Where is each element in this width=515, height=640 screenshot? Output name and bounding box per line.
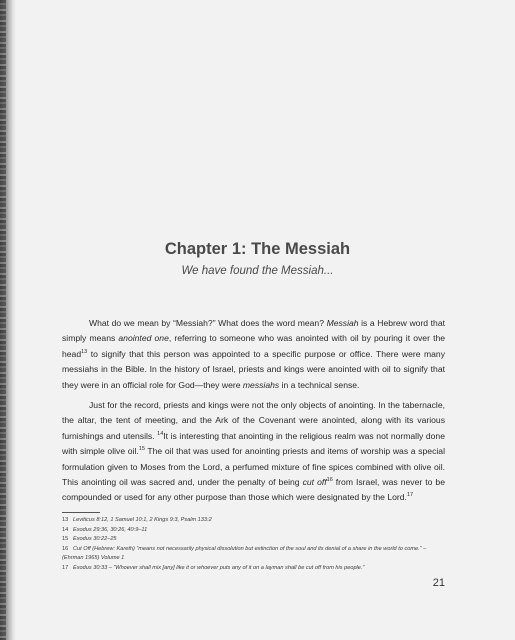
footnote-text: Exodus 30:22–25 xyxy=(73,536,117,543)
emphasis: anointed one xyxy=(118,333,169,344)
text-run: Just for the record, priests and kings were not the only objects of anointing. In the tabernacle, the altar, the tent of meeting, and the Ark of the Covenant were anointed, along with its various furnishings and utensils. xyxy=(62,400,445,441)
footnote xyxy=(62,545,445,564)
footnote xyxy=(62,564,445,574)
footnote-number: 15 xyxy=(62,536,69,543)
footnote-number: 17 xyxy=(62,564,69,571)
footnote-divider xyxy=(62,512,100,513)
emphasis: cut off xyxy=(302,477,327,488)
footnote-ref: 13 xyxy=(81,348,88,355)
text-run: to signify that this person was appointed to a specific purpose or office. There were many messiahs in the Bible. In the history of Israel, priests and kings were anointed with oil to signify that they were in an official role for God—they were xyxy=(62,348,445,390)
footnote-text: Exodus 29:36, 30:26, 40:9–11 xyxy=(73,526,148,533)
text-run: from Israel, was never to be compounded or used for any other purpose than those which were designated by the Lord. xyxy=(62,477,445,503)
footnote-ref: 15 xyxy=(138,446,145,453)
emphasis: Messiah xyxy=(326,318,359,328)
footnote xyxy=(62,516,445,526)
footnote-ref: 17 xyxy=(406,492,414,499)
paragraph xyxy=(62,398,445,506)
chapter-title: Chapter 1: The Messiah xyxy=(164,240,351,258)
chapter-subtitle: We have found the Messiah... xyxy=(181,265,334,277)
text-run: is a Hebrew word that simply means xyxy=(62,318,445,344)
text-run: What do we mean by “Messiah?” What does the word mean? xyxy=(89,318,327,328)
text-run: The oil that was used for anointing priests and items of worship was a special formulation given to Moses from the Lord, a perfumed mixture of fine spices combined with olive oil. This anointing oil was sacred and, under the penalty of being xyxy=(62,446,445,488)
footnote-ref: 14 xyxy=(157,430,164,437)
footnote-number: 14 xyxy=(62,526,69,533)
emphasis: messiahs xyxy=(242,379,280,390)
body-text xyxy=(62,316,445,511)
page-number: 21 xyxy=(432,577,445,589)
footnote-text: Leviticus 8:12, 1 Samuel 10:1, 2 Kings 9:3, Psalm 133:2 xyxy=(73,517,212,523)
footnotes xyxy=(62,516,445,574)
text-run: , referring to someone who was anointed with oil by pouring it over the head xyxy=(62,333,446,359)
text-run: in a technical sense. xyxy=(279,379,360,390)
text-run: It is interesting that anointing in the religious realm was not normally done with simple olive oil. xyxy=(62,430,445,457)
footnote xyxy=(62,535,445,545)
footnote-number: 13 xyxy=(62,517,69,523)
page-binding-texture xyxy=(0,0,6,640)
footnote-text: Cut Off (Hebrew: Kareth) “means not necessarily physical dissolution but extinction of the soul and its denial of a share in the world to come.” – (Ehrman 1965) Volume 1 xyxy=(62,545,427,562)
paragraph xyxy=(62,316,445,393)
footnote-number: 16 xyxy=(62,545,69,552)
footnote-ref: 16 xyxy=(326,477,333,484)
footnote xyxy=(62,526,445,536)
footnote-text: Exodus 30:33 – “Whoever shall mix [any] like it or whoever puts any of it on a layman shall be cut off from his people.” xyxy=(73,564,365,571)
